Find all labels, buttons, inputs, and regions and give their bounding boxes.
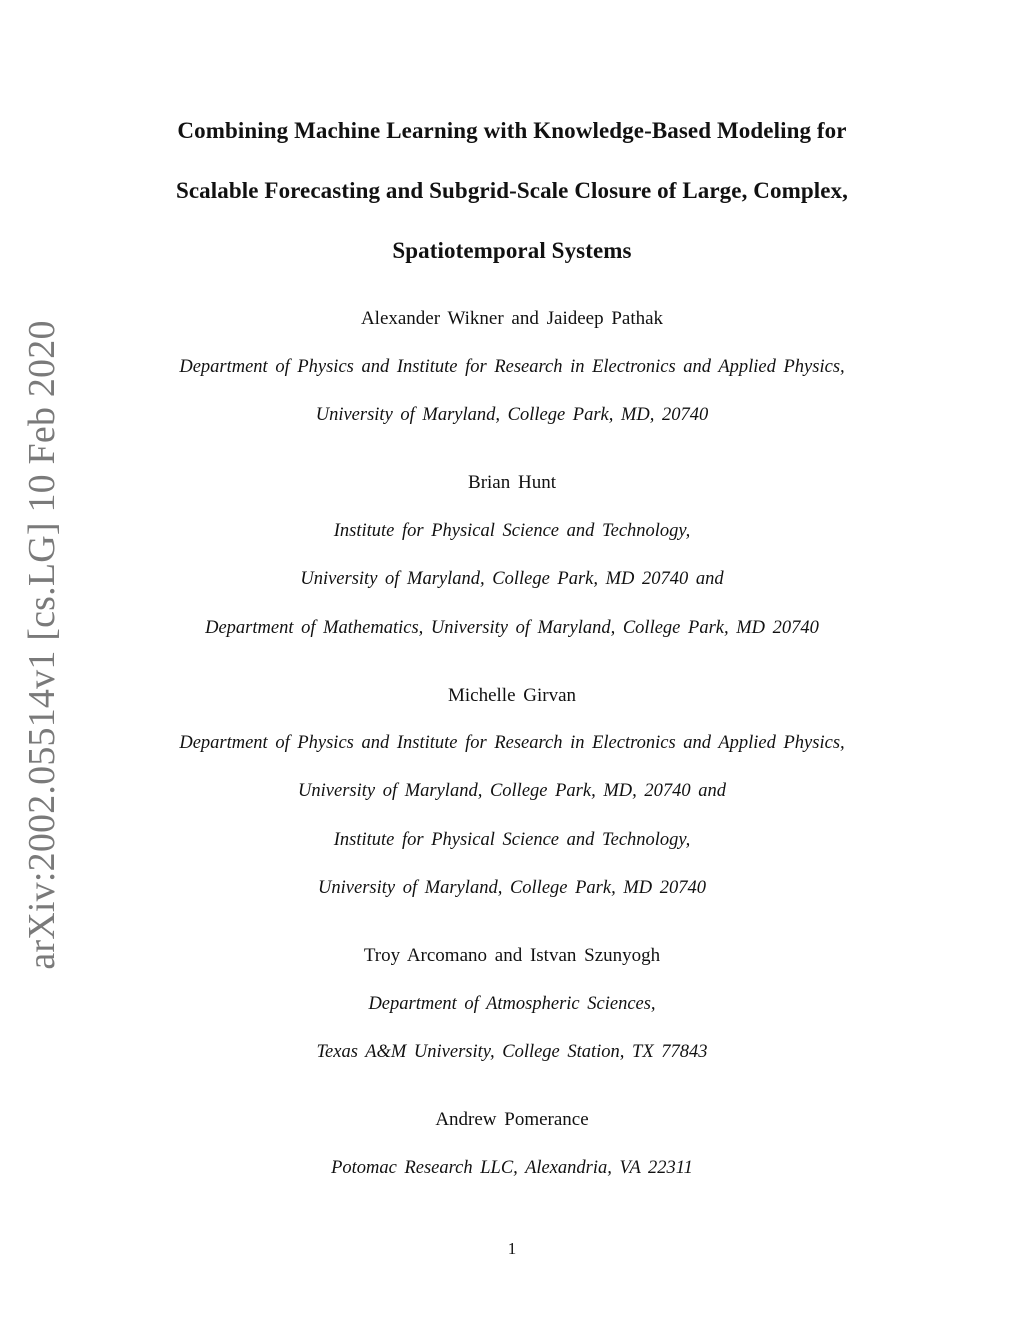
author-names-pomerance: Andrew Pomerance [435,1109,589,1130]
author-names-girvan: Michelle Girvan [447,685,577,706]
author-names-arcomano-szunyogh: Troy Arcomano and Istvan Szunyogh [363,945,661,966]
affiliation-line: Potomac Research LLC, Alexandria, VA 22311 [331,1158,693,1178]
affiliation-line: Department of Physics and Institute for Research in Electronics and Applied Physics, [179,357,845,377]
affiliation-line: Department of Atmospheric Sciences, [368,994,656,1014]
affiliation-line: Department of Physics and Institute for Research in Electronics and Applied Physics, [179,733,845,753]
affiliation-line: Institute for Physical Science and Technology, [333,521,691,541]
affiliation-line: University of Maryland, College Park, MD, 20740 [315,405,709,425]
affiliation-line: Department of Mathematics, University of Maryland, College Park, MD 20740 [205,618,819,638]
author-names-hunt: Brian Hunt [468,472,556,493]
affiliation-line: University of Maryland, College Park, MD 20740 and [300,569,724,589]
title-line-2: Scalable Forecasting and Subgrid-Scale Closure of Large, Complex, [175,178,848,203]
page-number: 1 [507,1239,517,1258]
title-line-1: Combining Machine Learning with Knowledge-Based Modeling for [177,118,847,143]
arxiv-identifier-text: arXiv:2002.05514v1 [cs.LG] 10 Feb 2020 [21,320,63,970]
affiliation-line: University of Maryland, College Park, MD 20740 [318,878,706,898]
affiliation-line: University of Maryland, College Park, MD, 20740 and [298,781,726,801]
affiliation-line: Texas A&M University, College Station, TX 77843 [316,1042,708,1062]
author-names-wikner-pathak: Alexander Wikner and Jaideep Pathak [360,308,664,329]
title-line-3: Spatiotemporal Systems [392,238,632,263]
affiliation-line: Institute for Physical Science and Technology, [333,830,691,850]
